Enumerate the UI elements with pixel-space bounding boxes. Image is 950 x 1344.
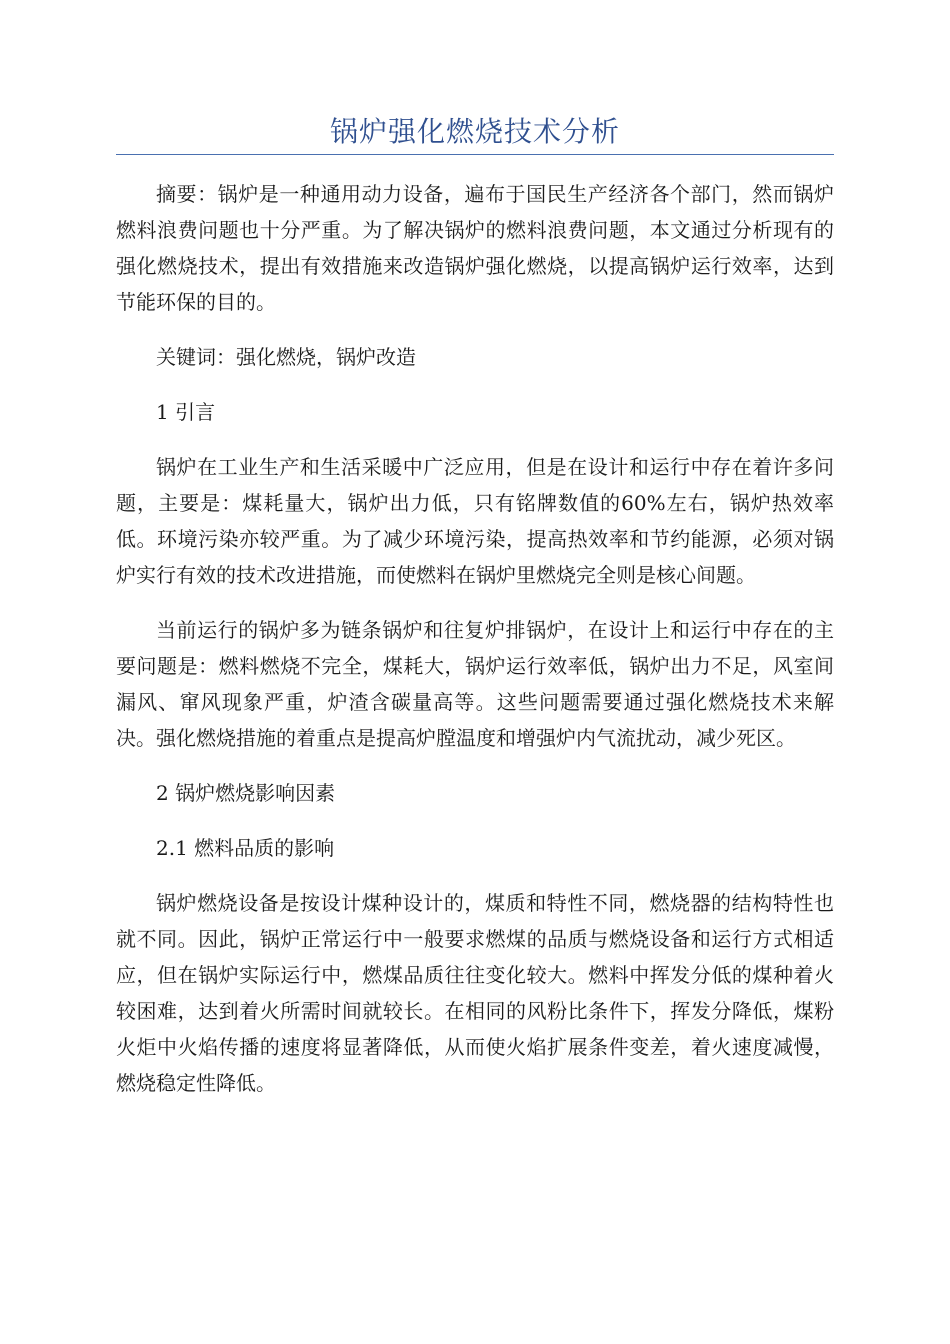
section-heading-introduction: 1 引言 bbox=[156, 400, 216, 424]
section-heading-factors: 2 锅炉燃烧影响因素 bbox=[156, 781, 336, 805]
abstract-paragraph: 摘要：锅炉是一种通用动力设备，遍布于国民生产经济各个部门，然而锅炉燃料浪费问题也十分严重。为了解决锅炉的燃料浪费问题，本文通过分析现有的强化燃烧技术，提出有效措施来改造锅炉强化燃烧，以提高锅炉运行效率，达到节能环保的目的。 bbox=[116, 182, 834, 314]
body-paragraph: 锅炉燃烧设备是按设计煤种设计的，煤质和特性不同，燃烧器的结构特性也就不同。因此，锅炉正常运行中一般要求燃煤的品质与燃烧设备和运行方式相适应，但在锅炉实际运行中，燃煤品质往往变化较大。燃料中挥发分低的煤种着火较困难，达到着火所需时间就较长。在相同的风粉比条件下，挥发分降低，煤粉火炬中火焰传播的速度将显著降低，从而使火焰扩展条件变差，着火速度减慢，燃烧稳定性降低。 bbox=[116, 891, 834, 1095]
document-body bbox=[116, 176, 834, 1120]
document-title: 锅炉强化燃烧技术分析 bbox=[329, 115, 620, 148]
title-underline bbox=[116, 154, 834, 155]
subsection-heading-fuel-quality: 2.1 燃料品质的影响 bbox=[156, 836, 335, 860]
keywords-paragraph: 关键词：强化燃烧，锅炉改造 bbox=[156, 345, 416, 369]
body-paragraph: 当前运行的锅炉多为链条锅炉和往复炉排锅炉，在设计上和运行中存在的主要问题是：燃料燃烧不完全，煤耗大，锅炉运行效率低，锅炉出力不足，风室间漏风、窜风现象严重，炉渣含碳量高等。这些问题需要通过强化燃烧技术来解决。强化燃烧措施的着重点是提高炉膛温度和增强炉内气流扰动，减少死区。 bbox=[116, 618, 834, 750]
body-paragraph: 锅炉在工业生产和生活采暖中广泛应用，但是在设计和运行中存在着许多问题，主要是：煤耗量大，锅炉出力低，只有铭牌数值的60%左右，锅炉热效率低。环境污染亦较严重。为了减少环境污染，提高热效率和节约能源，必须对锅炉实行有效的技术改进措施，而使燃料在锅炉里燃烧完全则是核心间题。 bbox=[116, 455, 834, 587]
